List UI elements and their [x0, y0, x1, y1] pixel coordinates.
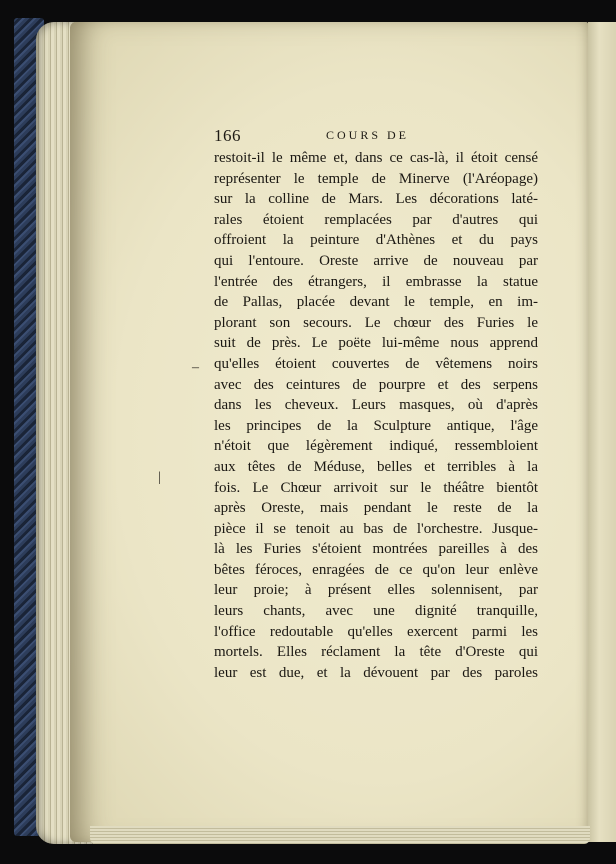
text-line: qui l'entoure. Oreste arrive de nouveau par — [214, 252, 538, 269]
text-line: après Oreste, mais pendant le reste de la — [214, 500, 538, 517]
page-number: 166 — [214, 126, 241, 145]
text-line: pièce il se tenoit au bas de l'orchestre. Jusque- — [214, 520, 538, 537]
text-line: de Pallas, placée devant le temple, en im- — [214, 294, 538, 311]
text-line: suit de près. Le poëte lui-même nous apprend — [214, 335, 538, 352]
text-line: aux têtes de Méduse, belles et terribles à la — [214, 458, 538, 475]
text-line: n'étoit que légèrement indiqué, ressembloient — [214, 438, 538, 455]
page-bottom-edge — [90, 826, 590, 844]
text-line: l'office redoutable qu'elles exercent parmi les — [214, 623, 538, 640]
text-line: fois. Le Chœur arrivoit sur le théâtre bientôt — [214, 479, 538, 496]
margin-dash-mark: – — [192, 360, 199, 375]
text-line: rales étoient remplacées par d'autres qui — [214, 211, 538, 228]
text-line: dans les cheveux. Leurs masques, où d'après — [214, 397, 538, 414]
text-line: là les Furies s'étoient montrées pareilles à des — [214, 541, 538, 558]
text-line: mortels. Elles réclament la tête d'Oreste qui — [214, 644, 538, 661]
facing-page-edge — [588, 22, 616, 842]
body-text — [214, 148, 538, 683]
text-line: l'entrée des étrangers, il embrasse la statue — [214, 273, 538, 290]
text-line: leur est due, et la dévouent par des paroles — [214, 664, 538, 681]
text-line: représenter le temple de Minerve (l'Aréopage) — [214, 170, 538, 187]
text-line: leurs chants, avec une dignité tranquille, — [214, 603, 538, 620]
text-line: bêtes féroces, enragées de ce qu'on leur enlève — [214, 561, 538, 578]
text-line: restoit-il le même et, dans ce cas-là, il étoit censé — [214, 150, 538, 166]
page-header — [214, 126, 544, 146]
text-line: plorant son secours. Le chœur des Furies le — [214, 314, 538, 331]
text-line: qu'elles étoient couvertes de vêtemens noirs — [214, 355, 538, 372]
running-head: COURS DE — [326, 128, 410, 142]
text-line: avec des ceintures de pourpre et des serpens — [214, 376, 538, 393]
text-line: leur proie; à présent elles solennisent, par — [214, 582, 538, 599]
text-line: sur la colline de Mars. Les décorations laté- — [214, 191, 538, 208]
margin-tick-mark: | — [158, 470, 161, 485]
text-line: offroient la peinture d'Athènes et du pays — [214, 232, 538, 249]
text-line: les principes de la Sculpture antique, l'âge — [214, 417, 538, 434]
